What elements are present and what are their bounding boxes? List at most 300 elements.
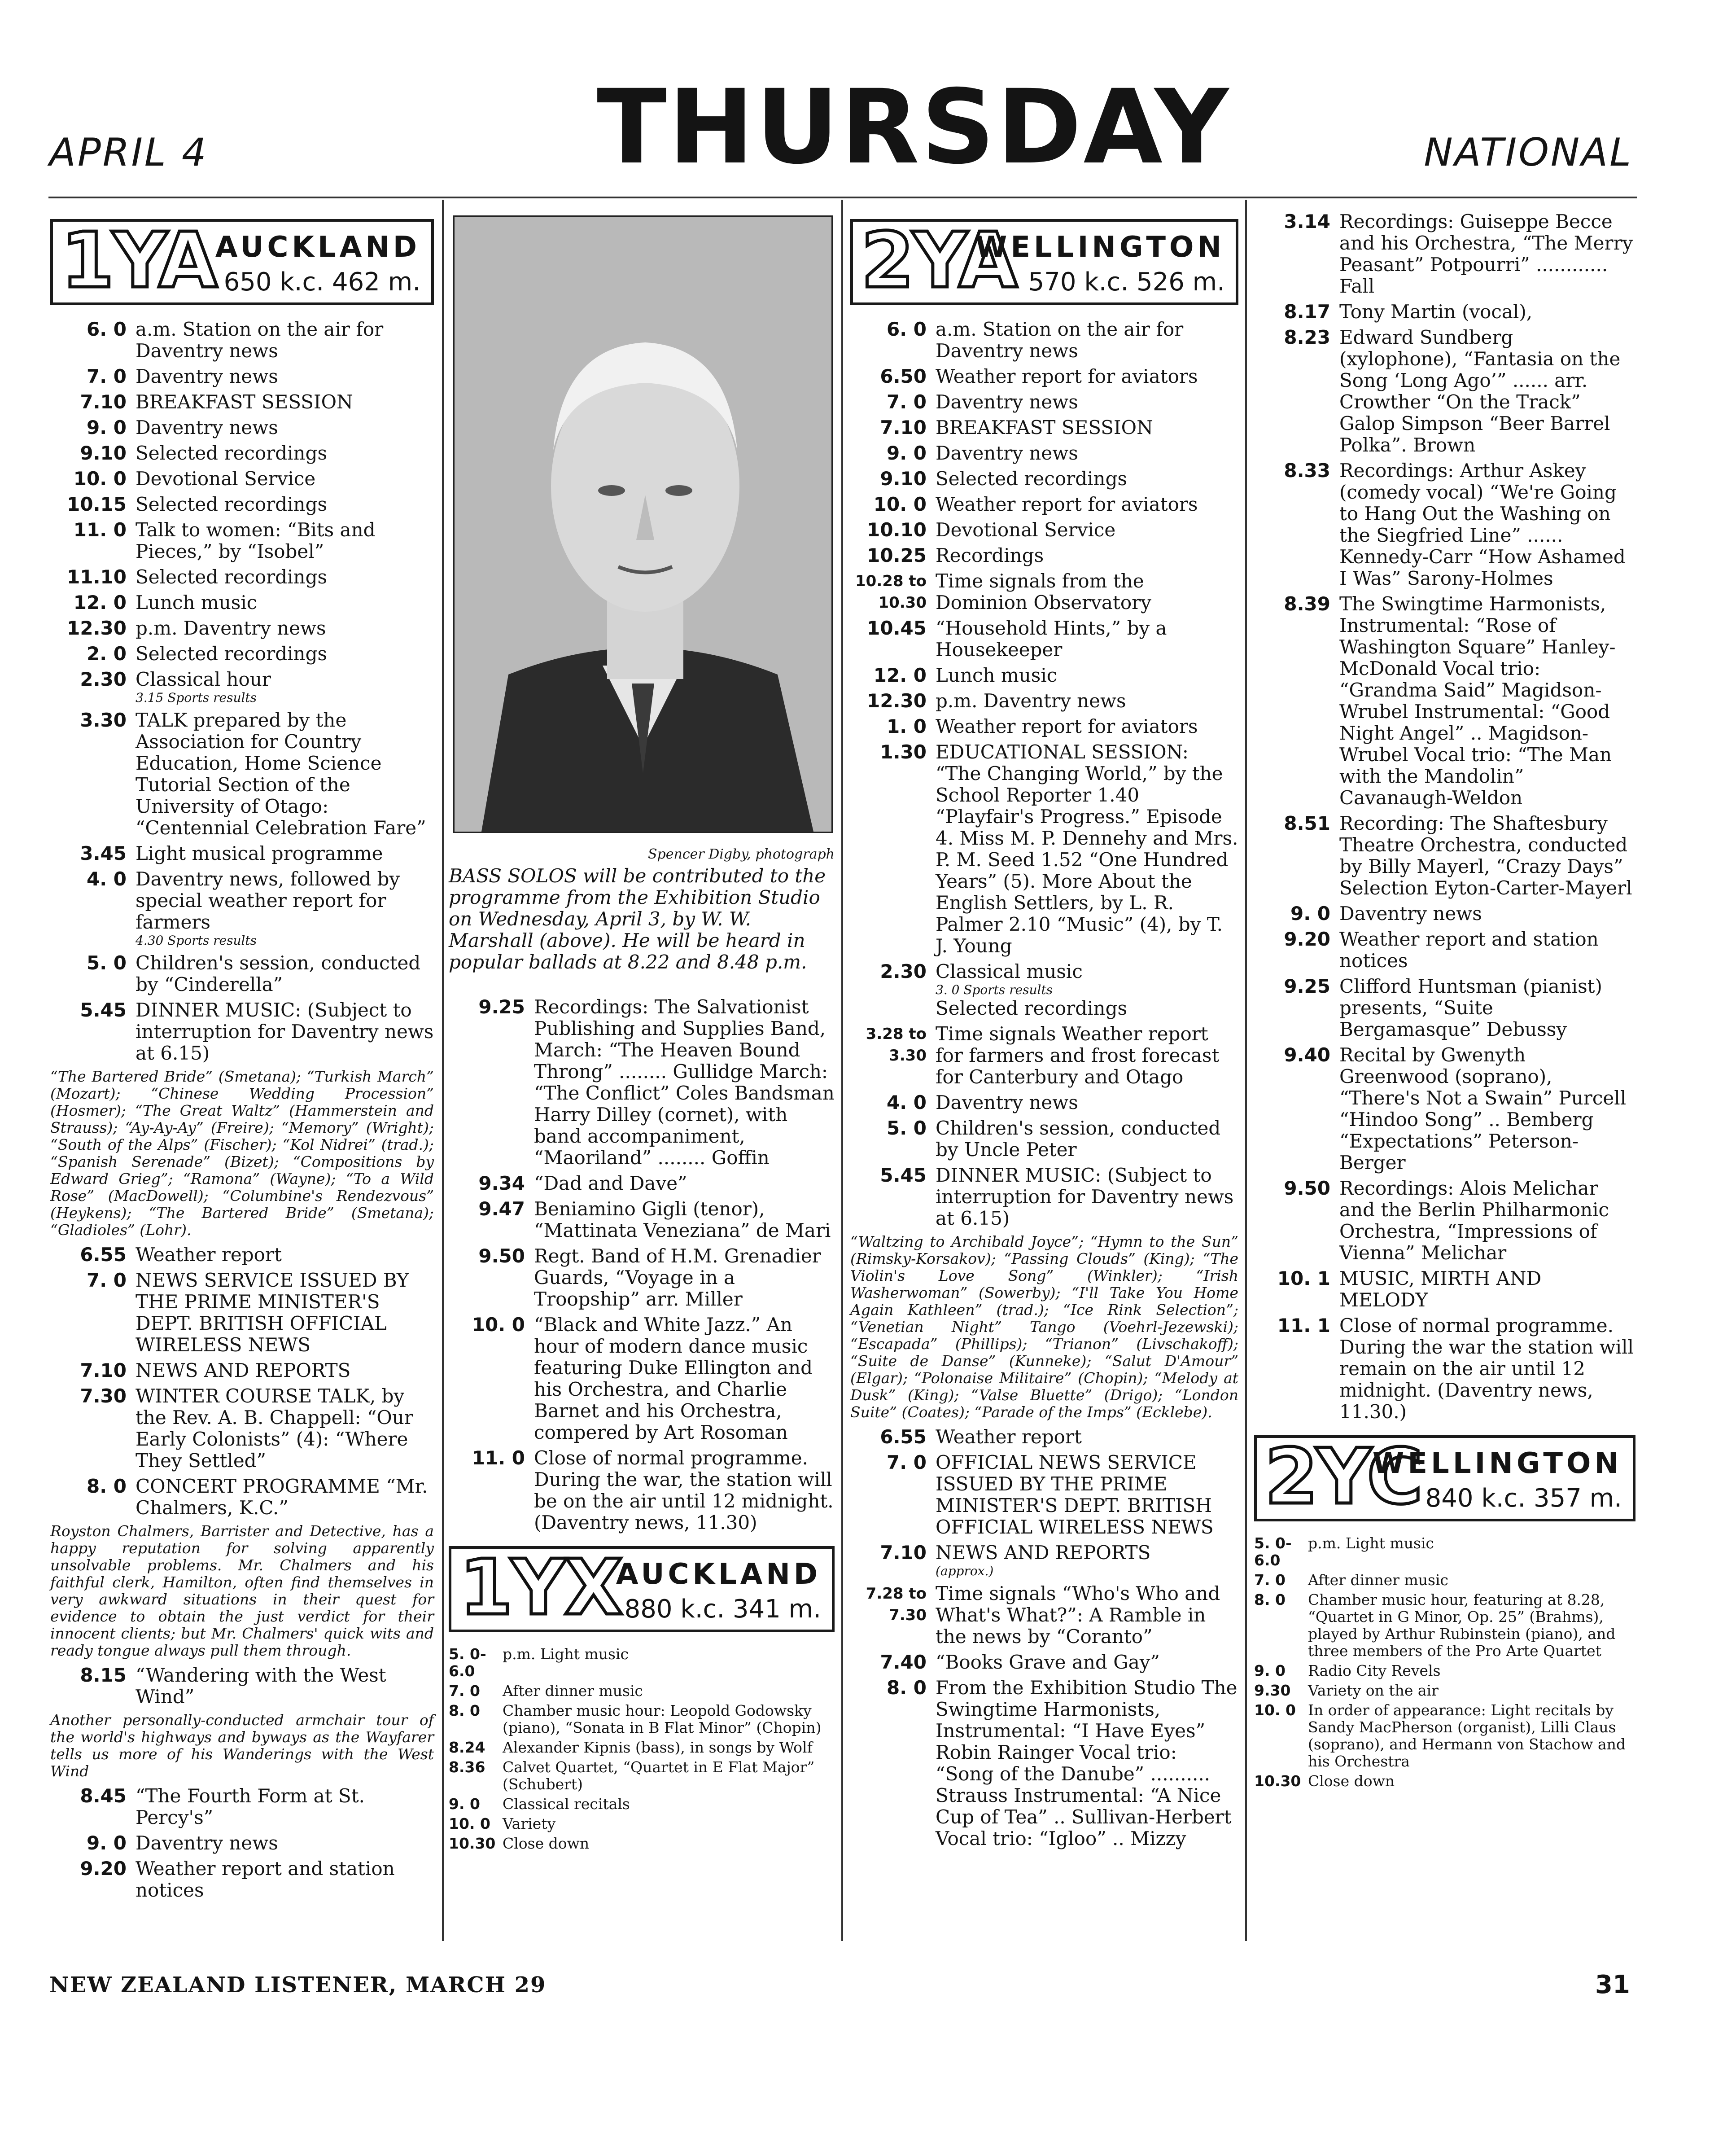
entry-time: 8.45 bbox=[80, 1785, 127, 1807]
entry-time: 3.45 bbox=[80, 842, 127, 864]
programme-entry bbox=[1254, 1044, 1635, 1174]
station-place: AUCKLAND bbox=[215, 231, 420, 264]
entry-text: Close of normal programme. During the war, the station will be on the air until 12 midnight. (Daventry news, 11.30) bbox=[534, 1447, 834, 1534]
entry-time: 8.36 bbox=[449, 1758, 485, 1776]
entry-text: Time signals Weather report for farmers and frost forecast for Canterbury and Otago bbox=[936, 1023, 1220, 1088]
programme-entry bbox=[50, 519, 434, 562]
programme-entry bbox=[1254, 593, 1635, 809]
entry-text: Daventry news bbox=[136, 365, 278, 387]
programme-entry bbox=[850, 417, 1238, 438]
entry-text: After dinner music bbox=[503, 1682, 643, 1700]
programme-entry bbox=[449, 1314, 835, 1443]
entry-text: Recordings bbox=[936, 544, 1044, 566]
entry-text: Classical hour bbox=[136, 668, 271, 690]
column-2ya bbox=[850, 206, 1238, 1854]
entry-text: Close of normal programme. During the war the station will remain on the air until 12 midnight. (Daventry news, 11.30.) bbox=[1339, 1315, 1634, 1423]
entry-time: 8.33 bbox=[1284, 460, 1330, 482]
entry-text: Lunch music bbox=[136, 592, 258, 613]
entry-text: The Swingtime Harmonists, Instrumental: “Rose of Washington Square” Hanley-McDonald Vocal trio: “Grandma Said” Magidson-Wrubel Instrumental: “Good Night Angel” .. Magidson-Wrubel Vocal trio: “The Man with the Mandolin” Cavanaugh-Weldon bbox=[1339, 593, 1616, 809]
programme-entry bbox=[449, 1796, 835, 1813]
header-network: NATIONAL bbox=[1424, 130, 1633, 175]
entry-text: MUSIC, MIRTH AND MELODY bbox=[1339, 1267, 1542, 1311]
programme-entry bbox=[50, 618, 434, 639]
programme-entry bbox=[1254, 1662, 1635, 1679]
entry-time: 3.28 to 3.30 bbox=[866, 1025, 927, 1065]
programme-entry bbox=[1254, 301, 1635, 323]
entry-time: 8.17 bbox=[1284, 301, 1330, 323]
entry-text: Selected recordings bbox=[136, 442, 328, 464]
entry-text: In order of appearance: Light recitals by Sandy MacPherson (organist), Lilli Claus (soprano), and Hermann von Stachow and his Orchestra bbox=[1308, 1701, 1626, 1770]
programme-entry bbox=[50, 443, 434, 464]
entry-time: 10. 0 bbox=[472, 1314, 525, 1336]
programme-entry bbox=[50, 592, 434, 613]
entry-time: 5. 0-6.0 bbox=[1254, 1534, 1292, 1569]
entry-time: 1. 0 bbox=[886, 715, 927, 737]
entry-subnote: 3. 0 Sports results bbox=[936, 982, 1053, 997]
photo-credit: Spencer Digby, photograph bbox=[647, 846, 835, 862]
programme-entry bbox=[1254, 976, 1635, 1040]
programme-entry bbox=[1254, 1572, 1635, 1589]
entry-text: Time signals “Who's Who and What's What?”: A Ramble in the news by “Coranto” bbox=[936, 1582, 1220, 1648]
programme-entry bbox=[1254, 460, 1635, 589]
entry-text: Devotional Service bbox=[136, 468, 316, 490]
programme-entry bbox=[1254, 1315, 1635, 1423]
entry-text: BREAKFAST SESSION bbox=[936, 416, 1153, 438]
programme-entry bbox=[449, 1683, 835, 1700]
entry-text: Selected recordings bbox=[936, 997, 1128, 1019]
entry-time: 5. 0 bbox=[86, 952, 127, 974]
entry-time: 9. 0 bbox=[449, 1795, 480, 1813]
entry-text: Weather report bbox=[936, 1426, 1082, 1448]
programme-entry bbox=[850, 443, 1238, 464]
entry-text: “Books Grave and Gay” bbox=[936, 1651, 1160, 1673]
programme-entry bbox=[850, 1165, 1238, 1229]
programme-entry bbox=[1254, 1178, 1635, 1264]
entry-text: Weather report for aviators bbox=[936, 365, 1198, 387]
entry-time: 8.51 bbox=[1284, 812, 1330, 834]
programme-entry bbox=[50, 710, 434, 839]
programme-entry bbox=[449, 1173, 835, 1194]
programme-entry bbox=[449, 1646, 835, 1680]
programme-entry bbox=[1254, 1702, 1635, 1770]
entry-text: OFFICIAL NEWS SERVICE ISSUED BY THE PRIME MINISTER'S DEPT. BRITISH OFFICIAL WIRELESS NEWS bbox=[936, 1451, 1214, 1538]
entry-time: 9.40 bbox=[1284, 1044, 1330, 1066]
entry-time: 9.34 bbox=[478, 1172, 525, 1194]
entry-time: 11.10 bbox=[67, 566, 127, 588]
programme-entry bbox=[850, 1023, 1238, 1088]
programme-entry bbox=[449, 1198, 835, 1241]
portrait-photo bbox=[453, 215, 833, 833]
entry-time: 12.30 bbox=[867, 690, 927, 712]
entry-time: 2.30 bbox=[880, 960, 927, 982]
programme-entry bbox=[449, 1835, 835, 1852]
dinner-music-list: “Waltzing to Archibald Joyce”; “Hymn to the Sun” (Rimsky-Korsakov); “Passing Clouds” (King); “The Violin's Love Song” (Winkler); “Irish Washerwoman” (Sowerby); “I'll Take You Home Again Kathleen” (trad.); “Ice Rink Selection”; “Venetian Night” Tango (Voehrl-Jezewski); “Escapada” (Phillips); “Trianon” (Livschakoff); “Suite de Danse” (Kunneke); “Salut D'Amour” (Elgar); “Polonaise Militaire” (Chopin); “Melody at Dusk” (King); “Valse Bluette” (Drigo); “London Suite” (Coates); “Parade of the Imps” (Ecklebe). bbox=[850, 1233, 1238, 1421]
entry-text: Light musical programme bbox=[136, 842, 383, 864]
entry-text: Beniamino Gigli (tenor), “Mattinata Veneziana” de Mari bbox=[534, 1198, 831, 1241]
entry-time: 7.30 bbox=[80, 1385, 127, 1407]
programme-entry bbox=[1254, 903, 1635, 925]
programme-entry bbox=[50, 1665, 434, 1708]
programme-entry bbox=[1254, 1268, 1635, 1311]
entry-time: 8. 0 bbox=[1254, 1591, 1286, 1608]
programme-entry bbox=[850, 1452, 1238, 1538]
entry-text: Daventry news bbox=[936, 1091, 1078, 1113]
entry-text: Clifford Huntsman (pianist) presents, “Suite Bergamasque” Debussy bbox=[1339, 975, 1602, 1040]
entry-text: Classical music bbox=[936, 960, 1083, 982]
entry-text: Chamber music hour: Leopold Godowsky (piano), “Sonata in B Flat Minor” (Chopin) bbox=[503, 1702, 822, 1736]
programme-entry bbox=[850, 690, 1238, 712]
programme-entry bbox=[50, 669, 434, 705]
programme-entry bbox=[50, 1385, 434, 1472]
entry-time: 10.28 to 10.30 bbox=[855, 572, 927, 612]
programme-entry bbox=[50, 868, 434, 948]
entry-time: 6. 0 bbox=[886, 318, 927, 340]
entry-time: 4. 0 bbox=[86, 868, 127, 890]
entry-time: 7. 0 bbox=[886, 391, 927, 413]
entry-time: 12.30 bbox=[67, 617, 127, 639]
programme-entry bbox=[850, 1652, 1238, 1673]
programme-description: Another personally-conducted armchair tour of the world's highways and byways as the Wayfarer tells us more of his Wanderings with the West Wind bbox=[50, 1711, 434, 1780]
entry-time: 9.50 bbox=[478, 1245, 525, 1267]
entry-text: Talk to women: “Bits and Pieces,” by “Isobel” bbox=[136, 519, 376, 562]
entry-text: TALK prepared by the Association for Country Education, Home Science Tutorial Section of the University of Otago: “Centennial Celebration Fare” bbox=[136, 709, 426, 839]
entry-text: Selected recordings bbox=[936, 468, 1128, 490]
programme-entry bbox=[449, 1759, 835, 1793]
programme-entry bbox=[50, 1832, 434, 1854]
programme-entry bbox=[1254, 813, 1635, 899]
portrait-illustration bbox=[455, 217, 831, 832]
entry-time: 10.30 bbox=[1254, 1772, 1301, 1790]
entry-text: DINNER MUSIC: (Subject to interruption for Daventry news at 6.15) bbox=[136, 999, 434, 1064]
station-box-2ya bbox=[850, 216, 1238, 305]
entry-time: 5.45 bbox=[880, 1164, 927, 1186]
photo-caption: BASS SOLOS will be contributed to the programme from the Exhibition Studio on Wednesday, April 3, by W. W. Marshall (above). He will be heard in popular ballads at 8.22 and 8.48 p.m. bbox=[449, 865, 826, 973]
entry-text: Calvet Quartet, “Quartet in E Flat Major” (Schubert) bbox=[503, 1758, 815, 1793]
station-box-2yc bbox=[1254, 1435, 1635, 1521]
entry-text: p.m. Daventry news bbox=[936, 690, 1126, 712]
entry-text: Selected recordings bbox=[136, 643, 328, 665]
column-divider bbox=[841, 200, 843, 1941]
column-divider bbox=[442, 200, 444, 1941]
entry-time: 10.15 bbox=[67, 493, 127, 515]
entry-time: 12. 0 bbox=[73, 592, 127, 613]
entry-time: 9. 0 bbox=[1254, 1662, 1286, 1679]
programme-entry bbox=[449, 1702, 835, 1736]
entry-text: p.m. Daventry news bbox=[136, 617, 326, 639]
entry-text: Daventry news bbox=[136, 1832, 278, 1854]
entry-text: Close down bbox=[1308, 1772, 1395, 1790]
programme-entry bbox=[50, 391, 434, 413]
entry-time: 9.10 bbox=[880, 468, 927, 490]
entry-text: NEWS AND REPORTS bbox=[136, 1359, 351, 1381]
entry-time: 7. 0 bbox=[886, 1451, 927, 1473]
programme-entry bbox=[850, 665, 1238, 686]
station-frequency: 880 k.c. 341 m. bbox=[624, 1595, 821, 1624]
entry-time: 6.50 bbox=[880, 365, 927, 387]
entry-time: 7.10 bbox=[80, 1359, 127, 1381]
programme-entry bbox=[1254, 327, 1635, 456]
entry-time: 7. 0 bbox=[1254, 1571, 1286, 1589]
station-logo: 2YA bbox=[861, 216, 1016, 305]
entry-text: Weather report for aviators bbox=[936, 715, 1198, 737]
entry-text: Children's session, conducted by Uncle Peter bbox=[936, 1117, 1221, 1161]
entry-time: 9. 0 bbox=[886, 442, 927, 464]
programme-entry bbox=[850, 1542, 1238, 1579]
entry-time: 12. 0 bbox=[873, 664, 927, 686]
entry-time: 6.55 bbox=[880, 1426, 927, 1448]
station-logo: 2YC bbox=[1265, 1433, 1421, 1521]
column-1ya bbox=[50, 206, 434, 1905]
programme-entry bbox=[449, 996, 835, 1169]
programme-entry bbox=[50, 1244, 434, 1266]
programme-entry bbox=[850, 570, 1238, 613]
station-box-1ya bbox=[50, 216, 434, 305]
station-logo: 1YA bbox=[61, 216, 216, 305]
programme-entry bbox=[50, 417, 434, 438]
programme-entry bbox=[1254, 1682, 1635, 1699]
entry-text: Recordings: Arthur Askey (comedy vocal) “We're Going to Hang Out the Washing on the Siegfried Line” ...... Kennedy-Carr “How Ashamed I Was” Sarony-Holmes bbox=[1339, 460, 1626, 589]
programme-entry bbox=[850, 1092, 1238, 1113]
entry-time: 2. 0 bbox=[86, 643, 127, 665]
programme-entry bbox=[449, 1815, 835, 1832]
entry-text: Time signals from the Dominion Observatory bbox=[936, 570, 1151, 613]
entry-time: 9.25 bbox=[1284, 975, 1330, 997]
entry-text: Close down bbox=[503, 1835, 590, 1852]
entry-text: Recordings: Guiseppe Becce and his Orchestra, “The Merry Peasant” Potpourri” ............ Fall bbox=[1339, 210, 1633, 297]
entry-text: Alexander Kipnis (bass), in songs by Wolf bbox=[503, 1739, 813, 1756]
entry-time: 8. 0 bbox=[886, 1677, 927, 1699]
station-place: WELLINGTON bbox=[975, 231, 1225, 264]
entry-text: Devotional Service bbox=[936, 519, 1116, 541]
entry-time: 7.40 bbox=[880, 1651, 927, 1673]
entry-text: EDUCATIONAL SESSION: “The Changing World,” by the School Reporter 1.40 “Playfair's Progress.” Episode 4. Miss M. P. Dennehy and Mrs. P. M. Seed 1.52 “One Hundred Years” (5). More About the English Settlers, by L. R. Palmer 2.10 “Music” (4), by T. J. Young bbox=[936, 741, 1238, 957]
programme-entry bbox=[850, 1117, 1238, 1161]
entry-time: 5.45 bbox=[80, 999, 127, 1021]
dinner-music-list: “The Bartered Bride” (Smetana); “Turkish March” (Mozart); “Chinese Wedding Procession” (Hosmer); “The Great Waltz” (Hammerstein and Strauss); “Ay-Ay-Ay” (Freire); “Memory” (Wright); “South of the Alps” (Fischer); “Kol Nidrei” (trad.); “Spanish Serenade” (Bizet); “Compositions by Edward Grieg”; “Ramona” (Wayne); “To a Wild Rose” (MacDowell); “Columbine's Rendezvous” (Heykens); “The Bartered Bride” (Smetana); “Gladioles” (Lohr). bbox=[50, 1068, 434, 1239]
entry-time: 10. 0 bbox=[449, 1815, 490, 1832]
entry-time: 8. 0 bbox=[86, 1475, 127, 1497]
entry-time: 7. 0 bbox=[86, 1269, 127, 1291]
programme-entry bbox=[50, 319, 434, 362]
entry-time: 9. 0 bbox=[1290, 903, 1330, 925]
programme-entry bbox=[1254, 211, 1635, 297]
entry-time: 7. 0 bbox=[86, 365, 127, 387]
programme-entry bbox=[1254, 1535, 1635, 1569]
entry-time: 8.24 bbox=[449, 1739, 485, 1756]
photo-caption-block bbox=[449, 844, 835, 973]
entry-time: 7. 0 bbox=[449, 1682, 480, 1700]
programme-entry bbox=[850, 1583, 1238, 1648]
entry-text: “Household Hints,” by a Housekeeper bbox=[936, 617, 1167, 661]
entry-time: 5. 0-6.0 bbox=[449, 1645, 486, 1680]
entry-text: Variety on the air bbox=[1308, 1682, 1439, 1699]
column-1ya-continued bbox=[449, 996, 835, 1855]
programme-description: Royston Chalmers, Barrister and Detective, has a happy reputation for solving apparently unsolvable problems. Mr. Chalmers and his faithful clerk, Hamilton, often find themselves in very awkward situations in their quest for evidence to obtain the just verdict for their innocent clients; but Mr. Chalmers' quick wits and ready tongue always pull them through. bbox=[50, 1522, 434, 1659]
entry-time: 9.30 bbox=[1254, 1682, 1291, 1699]
programme-entry bbox=[50, 1270, 434, 1356]
entry-time: 2.30 bbox=[80, 668, 127, 690]
programme-entry bbox=[1254, 929, 1635, 972]
programme-entry bbox=[50, 1360, 434, 1381]
header-day: THURSDAY bbox=[597, 67, 1231, 187]
programme-entry bbox=[50, 566, 434, 588]
entry-time: 9.25 bbox=[478, 996, 525, 1018]
entry-time: 11. 0 bbox=[472, 1447, 525, 1469]
entry-text: Daventry news bbox=[1339, 903, 1482, 925]
entry-text: Weather report for aviators bbox=[936, 493, 1198, 515]
programme-entry bbox=[850, 716, 1238, 737]
programme-entry bbox=[850, 961, 1238, 1019]
programme-entry bbox=[50, 643, 434, 665]
programme-entry bbox=[50, 1785, 434, 1828]
entry-time: 9. 0 bbox=[86, 1832, 127, 1854]
entry-text: a.m. Station on the air for Daventry news bbox=[936, 318, 1184, 362]
entry-time: 10. 0 bbox=[73, 468, 127, 490]
programme-entry bbox=[850, 468, 1238, 490]
entry-text: NEWS SERVICE ISSUED BY THE PRIME MINISTER'S DEPT. BRITISH OFFICIAL WIRELESS NEWS bbox=[136, 1269, 409, 1356]
entry-text: Recital by Gwenyth Greenwood (soprano), “There's Not a Swain” Purcell “Hindoo Song” .. Bemberg “Expectations” Peterson-Berger bbox=[1339, 1044, 1627, 1174]
station-place: AUCKLAND bbox=[616, 1558, 821, 1591]
station-box-1yx bbox=[449, 1543, 835, 1632]
entry-time: 4. 0 bbox=[886, 1091, 927, 1113]
entry-text: Variety bbox=[503, 1815, 556, 1832]
entry-time: 10. 1 bbox=[1277, 1267, 1330, 1289]
entry-text: Daventry news bbox=[136, 416, 278, 438]
entry-text: “Black and White Jazz.” An hour of modern dance music featuring Duke Ellington and his Orchestra, and Charlie Barnet and his Orchestra, compered by Art Rosoman bbox=[534, 1314, 813, 1443]
entry-text: Radio City Revels bbox=[1308, 1662, 1441, 1679]
entry-text: Selected recordings bbox=[136, 566, 328, 588]
entry-text: “Dad and Dave” bbox=[534, 1172, 687, 1194]
programme-entry bbox=[850, 1426, 1238, 1448]
column-2ya-continued bbox=[1254, 211, 1635, 1792]
entry-time: 9.10 bbox=[80, 442, 127, 464]
entry-text: Weather report bbox=[136, 1244, 282, 1266]
entry-time: 7.10 bbox=[880, 416, 927, 438]
entry-text: Selected recordings bbox=[136, 493, 328, 515]
entry-time: 6. 0 bbox=[86, 318, 127, 340]
column-divider bbox=[1245, 200, 1247, 1941]
programme-entry bbox=[50, 366, 434, 387]
entry-text: Daventry news, followed by special weather report for farmers bbox=[136, 868, 400, 933]
programme-entry bbox=[50, 1476, 434, 1519]
entry-text: Classical recitals bbox=[503, 1795, 630, 1813]
entry-time: 10.45 bbox=[867, 617, 927, 639]
entry-time: 5. 0 bbox=[886, 1117, 927, 1139]
entry-text: WINTER COURSE TALK, by the Rev. A. B. Chappell: “Our Early Colonists” (4): “Where They Settled” bbox=[136, 1385, 413, 1472]
programme-entry bbox=[50, 494, 434, 515]
programme-entry bbox=[850, 391, 1238, 413]
entry-text: “Wandering with the West Wind” bbox=[136, 1664, 386, 1708]
page-number: 31 bbox=[1595, 1970, 1630, 1999]
entry-text: BREAKFAST SESSION bbox=[136, 391, 353, 413]
programme-entry bbox=[850, 366, 1238, 387]
entry-text: p.m. Light music bbox=[1308, 1534, 1434, 1552]
programme-entry bbox=[50, 1858, 434, 1901]
entry-time: 3.30 bbox=[80, 709, 127, 731]
entry-time: 9.50 bbox=[1284, 1177, 1330, 1199]
station-frequency: 840 k.c. 357 m. bbox=[1425, 1484, 1622, 1513]
entry-time: 10.30 bbox=[449, 1835, 496, 1852]
station-logo: 1YX bbox=[459, 1543, 621, 1632]
entry-text: Recordings: The Salvationist Publishing and Supplies Band, March: “The Heaven Bound Throng” ........ Gullidge March: “The Conflict” Coles Bandsman Harry Dilley (cornet), with band accompaniment, “Maoriland” ........ Goffin bbox=[534, 996, 835, 1169]
entry-time: 10. 0 bbox=[1254, 1701, 1296, 1719]
entry-time: 1.30 bbox=[880, 741, 927, 763]
entry-text: From the Exhibition Studio The Swingtime Harmonists, Instrumental: “I Have Eyes” Robin Rainger Vocal trio: “Song of the Danube” .......... Strauss Instrumental: “A Nice Cup of Tea” .. Sullivan-Herbert Vocal trio: “Igloo” .. Mizzy bbox=[936, 1677, 1238, 1849]
entry-text: Lunch music bbox=[936, 664, 1058, 686]
entry-text: Daventry news bbox=[936, 391, 1078, 413]
entry-text: DINNER MUSIC: (Subject to interruption for Daventry news at 6.15) bbox=[936, 1164, 1234, 1229]
programme-entry bbox=[850, 519, 1238, 541]
entry-text: p.m. Light music bbox=[503, 1645, 629, 1663]
entry-time: 3.14 bbox=[1284, 210, 1330, 232]
entry-time: 10.25 bbox=[867, 544, 927, 566]
programme-entry bbox=[850, 1677, 1238, 1849]
entry-text: Weather report and station notices bbox=[136, 1858, 395, 1901]
programme-entry bbox=[850, 319, 1238, 362]
programme-entry bbox=[850, 741, 1238, 957]
station-place: WELLINGTON bbox=[1372, 1447, 1622, 1480]
programme-entry bbox=[50, 843, 434, 864]
entry-text: CONCERT PROGRAMME “Mr. Chalmers, K.C.” bbox=[136, 1475, 428, 1519]
entry-time: 9.20 bbox=[80, 1858, 127, 1880]
programme-entry bbox=[50, 468, 434, 490]
entry-subnote: (approx.) bbox=[936, 1564, 994, 1578]
header-rule bbox=[48, 197, 1637, 198]
entry-time: 10.10 bbox=[867, 519, 927, 541]
entry-text: Regt. Band of H.M. Grenadier Guards, “Voyage in a Troopship” arr. Miller bbox=[534, 1245, 821, 1310]
entry-time: 11. 1 bbox=[1277, 1315, 1330, 1336]
programme-entry bbox=[449, 1739, 835, 1756]
station-frequency: 570 k.c. 526 m. bbox=[1028, 267, 1225, 297]
entry-text: Edward Sundberg (xylophone), “Fantasia on the Song ‘Long Ago’” ...... arr. Crowther “On the Track” Galop Simpson “Beer Barrel Polka”. Brown bbox=[1339, 326, 1621, 456]
entry-text: a.m. Station on the air for Daventry news bbox=[136, 318, 384, 362]
programme-entry bbox=[449, 1447, 835, 1534]
entry-text: Daventry news bbox=[936, 442, 1078, 464]
entry-time: 9. 0 bbox=[86, 416, 127, 438]
entry-time: 8.23 bbox=[1284, 326, 1330, 348]
entry-time: 6.55 bbox=[80, 1244, 127, 1266]
entry-text: Children's session, conducted by “Cinderella” bbox=[136, 952, 421, 995]
programme-entry bbox=[1254, 1773, 1635, 1790]
programme-entry bbox=[850, 618, 1238, 661]
entry-time: 8. 0 bbox=[449, 1702, 480, 1719]
entry-text: Recording: The Shaftesbury Theatre Orchestra, conducted by Billy Mayerl, “Crazy Days” Selection Eyton-Carter-Mayerl bbox=[1339, 812, 1632, 899]
programme-entry bbox=[449, 1245, 835, 1310]
header-date: APRIL 4 bbox=[49, 130, 208, 175]
station-frequency: 650 k.c. 462 m. bbox=[223, 267, 420, 297]
entry-text: Recordings: Alois Melichar and the Berlin Philharmonic Orchestra, “Impressions of Vienna” Melichar bbox=[1339, 1177, 1609, 1264]
entry-text: “The Fourth Form at St. Percy's” bbox=[136, 1785, 365, 1828]
entry-text: After dinner music bbox=[1308, 1571, 1449, 1589]
entry-subnote: 3.15 Sports results bbox=[136, 690, 257, 705]
entry-text: Weather report and station notices bbox=[1339, 928, 1599, 972]
entry-time: 8.39 bbox=[1284, 593, 1330, 615]
programme-entry bbox=[50, 952, 434, 995]
entry-time: 7.10 bbox=[80, 391, 127, 413]
footer-publication: NEW ZEALAND LISTENER, MARCH 29 bbox=[49, 1972, 547, 1998]
programme-entry bbox=[1254, 1591, 1635, 1660]
programme-entry bbox=[50, 999, 434, 1064]
entry-time: 9.47 bbox=[478, 1198, 525, 1220]
programme-entry bbox=[850, 494, 1238, 515]
entry-time: 7.28 to 7.30 bbox=[866, 1585, 927, 1624]
entry-text: Tony Martin (vocal), bbox=[1339, 301, 1533, 323]
entry-time: 11. 0 bbox=[73, 519, 127, 541]
entry-time: 8.15 bbox=[80, 1664, 127, 1686]
entry-time: 7.10 bbox=[880, 1542, 927, 1564]
entry-time: 9.20 bbox=[1284, 928, 1330, 950]
programme-entry bbox=[850, 545, 1238, 566]
